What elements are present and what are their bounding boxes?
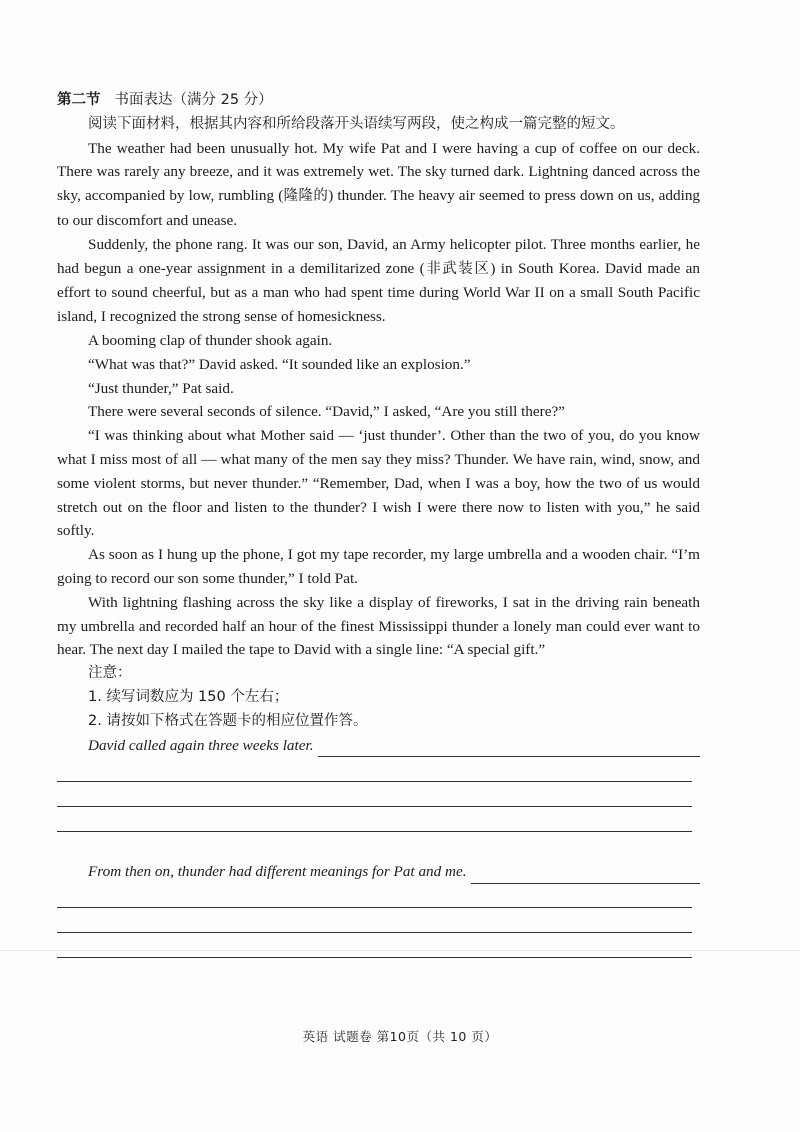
paragraph-starter-1 [57, 734, 700, 758]
answer-line[interactable] [57, 933, 692, 958]
story-text-run: ) in South Korea. David made an effort to sound cheerful, but as a man who had spent time during World War II on a small South Pacific island, I recognized the strong sense of homesickness. [57, 259, 700, 326]
section-label: 第二节 [57, 92, 101, 108]
story-paragraph [57, 353, 700, 377]
writing-section [57, 88, 700, 958]
paragraph-starter-2-text: From then on, thunder had different meanings for Pat and me. [88, 862, 467, 880]
story-text-run: As soon as I hung up the phone, I got my tape recorder, my large umbrella and a wooden chair. “I’m going to record our son some thunder,” I told Pat. [57, 546, 700, 587]
story-paragraph [57, 377, 700, 401]
answer-line[interactable] [57, 757, 692, 782]
story-text-run: With lightning flashing across the sky like a display of fireworks, I sat in the driving rain beneath my umbrella and recorded half an hour of the finest Mississippi thunder a lonely man could ever want to hear. The next day I mailed the tape to David with a single line: “A special gift.” [57, 593, 700, 659]
page-footer: 英语 试题卷 第10页（共 10 页） [302, 1029, 498, 1044]
chinese-gloss: 非武装区 [424, 260, 491, 277]
story-text-run: ) thunder. The heavy air seemed to press down on us, adding to our discomfort and unease. [57, 187, 701, 229]
story-text-run: Suddenly, the phone rang. It was our son, David, an Army helicopter pilot. Three months earlier, he had begun a one-year assignment in a demilitarized zone ( [57, 235, 700, 277]
answer-line[interactable] [57, 807, 692, 832]
story-paragraph [57, 329, 700, 353]
story-paragraph [57, 424, 700, 543]
story-paragraph [57, 137, 700, 233]
chinese-gloss: 隆隆的 [283, 188, 329, 205]
section-heading [57, 88, 700, 113]
answer-blank-1[interactable] [318, 738, 700, 757]
answer-line[interactable] [57, 884, 692, 909]
paragraph-starter-1-text: David called again three weeks later. [88, 736, 314, 754]
paragraph-starter-2 [57, 860, 700, 884]
answer-blank-2[interactable] [471, 865, 700, 884]
note-item-word-count: 1. 续写词数应为 150 个左右； [88, 688, 289, 705]
story-text-run: “Just thunder,” Pat said. [88, 379, 234, 397]
story-paragraph [57, 233, 700, 329]
story-paragraph [57, 591, 700, 662]
answer-line[interactable] [57, 782, 692, 807]
story-text-run: There were several seconds of silence. “David,” I asked, “Are you still there?” [88, 403, 565, 421]
story-text-run: “I was thinking about what Mother said — ‘just thunder’. Other than the two of you, do you know what I miss most of all — what many of the men say they miss? Thunder. We have rain, wind, snow, and some violent storms, but never thunder.” “Remember, Dad, when I was a boy, how the two of us would stretch out on the floor and listen to the thunder? I wish I were there now to listen with you,” he said softly. [57, 427, 700, 540]
section-title: 书面表达（满分 25 分） [114, 92, 273, 108]
story-text-run: “What was that?” David asked. “It sounded like an explosion.” [88, 355, 471, 373]
page-fold-divider [0, 950, 800, 951]
answer-line[interactable] [57, 908, 692, 933]
story-text-run: A booming clap of thunder shook again. [88, 331, 333, 349]
story-paragraph [57, 543, 700, 591]
story-text [57, 137, 700, 663]
notes-heading: 注意： [88, 665, 132, 682]
instruction-text: 阅读下面材料，根据其内容和所给段落开头语续写两段，使之构成一篇完整的短文。 [88, 115, 625, 132]
story-paragraph [57, 400, 700, 424]
story-text-run: The weather had been unusually hot. My wife Pat and I were having a cup of coffee on our deck. There was rarely any breeze, and it was extremely wet. The sky turned dark. Lightning danced across the sky, accompanied by low, rumbling ( [57, 139, 700, 205]
note-item-format: 2. 请按如下格式在答题卡的相应位置作答。 [88, 712, 368, 729]
